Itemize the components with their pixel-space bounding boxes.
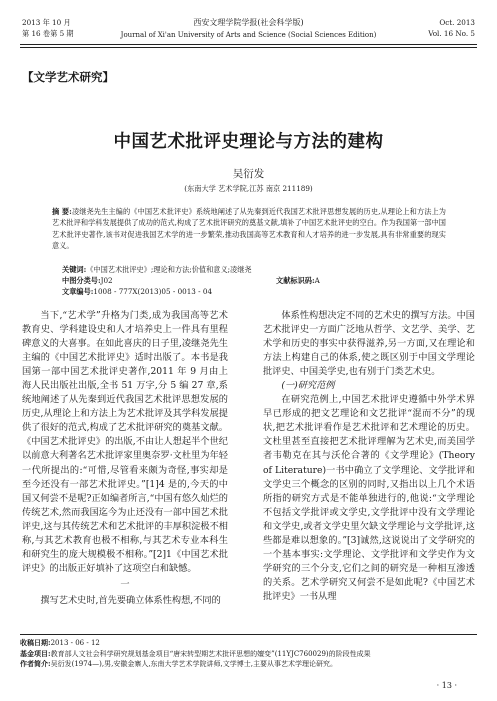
abstract-label: 摘 要: bbox=[52, 207, 72, 216]
header-date: 2013 年 10 月 bbox=[22, 18, 71, 27]
body-right-column bbox=[263, 309, 475, 604]
abstract-text: 凌继尧先生主编的《中国艺术批评史》系统地阐述了从先秦到近代我国艺术批评思想发展的历史,从理论上和方法上为艺术批评和学科发展提供了成功的范式,构成了艺术批评研究的奠基文献,填补了中国艺术批评史的空白。作为我国第一部中国艺术批评史著作,该书对促进我国艺术学的进一步繁荣,推动我国高等艺术教育和人才培养的进一步发展,具有非常重要的现实意义。 bbox=[52, 207, 446, 251]
article-id bbox=[62, 286, 212, 297]
paragraph: 体系性构想决定不同的艺术史的撰写方法。中国艺术批评史一方面广泛地从哲学、文艺学、美学、艺术学和历史的事实中获得滋养,另一方面,又在理论和方法上构建自己的体系,使之既区别于中国文学理论批评史、中国美学史,也有别于门类艺术史。 bbox=[263, 310, 475, 378]
footnote-fund bbox=[20, 649, 477, 660]
received-text: 2013 - 06 - 12 bbox=[50, 639, 100, 647]
received-label: 收稿日期: bbox=[20, 638, 51, 647]
page-number: · 13 · bbox=[436, 681, 457, 690]
clc-number bbox=[62, 275, 113, 286]
header-rule-bottom bbox=[20, 47, 477, 48]
article-id-text: 1008 - 777X(2013)05 - 0013 - 04 bbox=[93, 287, 213, 296]
fund-text: 教育部人文社会科学研究规划基金项目“唐宋转型期艺术批评思想的嬗变”(11YJC760029)的阶段性成果 bbox=[50, 649, 371, 658]
author-name: 吴衍发 bbox=[232, 168, 265, 180]
doc-code-text: A bbox=[314, 276, 320, 285]
paragraph: 撰写艺术史时,首先要确立体系性构想,不同的 bbox=[40, 594, 221, 606]
journal-name-cn: 西安文理学院学报(社会科学版) bbox=[193, 18, 304, 27]
section-heading-1: 一 bbox=[120, 578, 130, 590]
header-volume-en: Vol. 16 No. 5 bbox=[428, 29, 475, 38]
article-id-label: 文章编号: bbox=[62, 287, 94, 296]
header-date-en: Oct. 2013 bbox=[439, 18, 475, 27]
fund-label: 基金项目: bbox=[20, 648, 51, 658]
document-code bbox=[276, 275, 320, 286]
footnote-rule bbox=[20, 634, 477, 635]
keywords-label: 关键词: bbox=[62, 265, 87, 274]
doc-code-label: 文献标识码: bbox=[276, 276, 315, 285]
header-volume: 第 16 卷第 5 期 bbox=[22, 29, 74, 38]
author-bio-label: 作者简介: bbox=[20, 659, 51, 668]
keywords-text: 《中国艺术批评史》;理论和方法;价值和意义;凌继尧 bbox=[86, 265, 252, 274]
paragraph: 当下,“艺术学”升格为门类,成为我国高等艺术教育史、学科建设史和人才培养史上一件具有里程碑意义的大喜事。在如此喜庆的日子里,凌继尧先生主编的《中国艺术批评史》适时出版了。本书是我国第一部中国艺术批评史著作,2011 年 9 月由上海人民出版社出版,全书 51 万字,分 5 编 27 章,系统地阐述了从先秦到近代我国艺术批评思想发展的历史,从理论上和方法上为艺术批评及其学科发展提供了很好的范式,构成了艺术批评研究的奠基文献。《中国艺术批评史》的出版,不由让人想起半个世纪以前意大利著名艺术批评家里奥奈罗·文杜里为年轻一代所提出的:“可惜,尽管看来颇为奇怪,事实却是至今还没有一部艺术批评史。”[1]4 是的,今天的中国又何尝不是呢?正如编者所言,“中国有悠久灿烂的传统艺术,然而我国迄今为止还没有一部中国艺术批评史,这与其传统艺术和艺术批评的丰厚积淀极不相称,与其艺术教育也极不相称,与其艺术专业本科生和研究生的庞大规模极不相称。”[2]1《中国艺术批评史》的出版正好填补了这项空白和缺憾。 bbox=[22, 310, 228, 574]
keywords bbox=[62, 264, 252, 275]
footnotes bbox=[20, 638, 477, 670]
footnote-author bbox=[20, 659, 477, 670]
clc-text: J02 bbox=[100, 276, 113, 285]
article-title: 中国艺术批评史理论与方法的建构 bbox=[113, 132, 384, 152]
author-affiliation: (东南大学 艺术学院,江苏 南京 211189) bbox=[184, 184, 313, 193]
header-rule-top bbox=[20, 44, 477, 45]
subsection-heading: (一)研究范例 bbox=[281, 380, 335, 392]
abstract bbox=[52, 206, 446, 252]
journal-name-en: Journal of Xi'an University of Arts and Science (Social Sciences Edition) bbox=[120, 31, 377, 39]
clc-label: 中图分类号: bbox=[62, 276, 101, 285]
author-bio-text: 吴衍发(1974—),男,安徽金寨人,东南大学艺术学院讲师,文学博士,主要从事艺术学理论研究。 bbox=[50, 660, 337, 668]
section-tag: 【文学艺术研究】 bbox=[22, 70, 114, 84]
footnote-received bbox=[20, 638, 477, 649]
paragraph: 在研究范例上,中国艺术批评史遵循中外学术界早已形成的把文艺理论和文艺批评“混而不分”的现状,把艺术批评看作是艺术批评和艺术理论的历史。文杜里甚至直接把艺术批评理解为艺术史,而美国学者韦勒克在其与沃伦合著的《文学理论》(Theory of Literature)一书中确立了文学理论、文学批评和文学史三个概念的区别的同时,又指出以上几个术语所指的研究方式是不能单独进行的,他说:“文学理论不包括文学批评或文学史,文学批评中没有文学理论和文学史,或者文学史里欠缺文学理论与文学批评,这些都是难以想象的。”[3]诚然,这说说出了文学研究的一个基本事实:文学理论、文学批评和文学史作为文学研究的三个分支,它们之间的研究是一种相互渗透的关系。艺术学研究又何尝不是如此呢?《中国艺术批评史》一书从理 bbox=[263, 394, 475, 602]
body-left-column bbox=[22, 309, 228, 608]
